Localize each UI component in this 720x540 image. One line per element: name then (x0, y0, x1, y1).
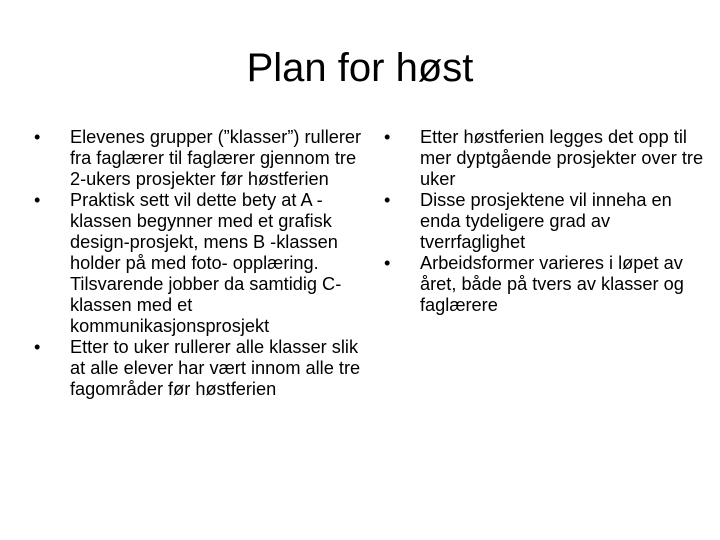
bullet-item (34, 127, 364, 190)
bullet-text: Arbeidsformer varieres i løpet av året, både på tvers av klasser og faglærere (420, 253, 684, 315)
bullet-icon: • (34, 127, 41, 147)
right-bullet-list (384, 127, 714, 316)
bullet-item (384, 190, 714, 253)
bullet-icon: • (34, 190, 41, 210)
left-bullet-list (34, 127, 364, 400)
bullet-icon: • (384, 190, 391, 210)
bullet-text: Praktisk sett vil dette bety at A -klassen begynner med et grafisk design-prosjekt, mens B -klassen holder på med foto- opplæring. Tilsvarende jobber da samtidig C-klassen med et kommunikasjonsprosjekt (70, 190, 342, 336)
bullet-text: Etter to uker rullerer alle klasser slik at alle elever har vært innom alle tre fagområder før høstferien (70, 337, 361, 399)
bullet-item (384, 127, 714, 190)
bullet-icon: • (34, 337, 41, 357)
bullet-icon: • (384, 253, 391, 273)
bullet-item (384, 253, 714, 316)
bullet-text: Etter høstferien legges det opp til mer dyptgående prosjekter over tre uker (420, 127, 704, 189)
slide-title: Plan for høst (246, 46, 474, 90)
bullet-text: Disse prosjektene vil inneha en enda tydeligere grad av tverrfaglighet (420, 190, 672, 252)
bullet-text: Elevenes grupper (”klasser”) rullerer fra faglærer til faglærer gjennom tre 2-ukers prosjekter før høstferien (70, 127, 362, 189)
bullet-item (34, 190, 364, 337)
bullet-item (34, 337, 364, 400)
bullet-icon: • (384, 127, 391, 147)
